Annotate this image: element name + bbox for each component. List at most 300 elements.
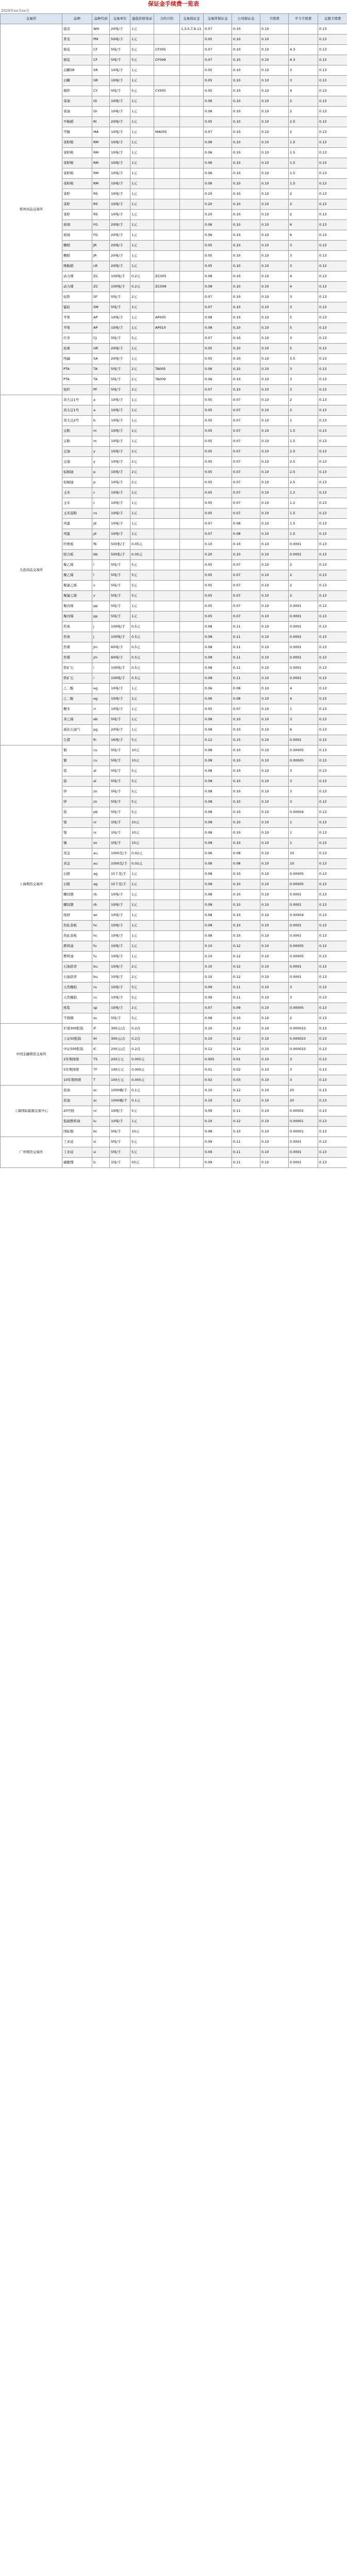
- table-cell: 0.13: [318, 529, 347, 539]
- table-cell: ZC: [92, 282, 110, 292]
- table-cell: [154, 1075, 180, 1086]
- table-cell: [180, 1106, 204, 1116]
- table-cell: 20吨/手: [110, 220, 130, 230]
- table-cell: 0.13: [318, 148, 347, 158]
- table-cell: 0.10: [232, 35, 260, 45]
- table-cell: 10吨/手: [110, 952, 130, 962]
- table-cell: 石油沥青: [62, 972, 92, 982]
- table-cell: 鸡蛋: [62, 529, 92, 539]
- table-cell: p: [92, 478, 110, 488]
- table-cell: 0.13: [318, 447, 347, 457]
- table-cell: 100吨/手: [110, 663, 130, 673]
- table-cell: 0.13: [318, 457, 347, 467]
- table-cell: c: [92, 488, 110, 498]
- table-cell: 0.10: [260, 787, 289, 797]
- table-cell: 苹果: [62, 323, 92, 333]
- table-cell: [180, 117, 204, 127]
- table-cell: 0.2元: [130, 272, 154, 282]
- table-cell: 0.00005: [289, 1003, 318, 1013]
- table-cell: 1元: [130, 529, 154, 539]
- table-cell: 10元: [130, 818, 154, 828]
- table-cell: 1元: [130, 107, 154, 117]
- table-cell: [180, 941, 204, 952]
- table-cell: 0.10: [232, 766, 260, 776]
- table-cell: 60吨/手: [110, 642, 130, 653]
- table-cell: v: [92, 591, 110, 601]
- table-cell: 10吨/手: [110, 76, 130, 86]
- table-cell: 0.10: [232, 76, 260, 86]
- table-cell: [154, 890, 180, 900]
- table-cell: 1.5: [289, 426, 318, 436]
- table-cell: 5元: [130, 1106, 154, 1116]
- table-cell: 铝: [62, 766, 92, 776]
- table-cell: [154, 168, 180, 179]
- table-cell: 0.10: [232, 107, 260, 117]
- table-cell: [154, 354, 180, 364]
- table-cell: [154, 292, 180, 302]
- table-cell: 10吨/手: [110, 323, 130, 333]
- table-cell: 3: [289, 993, 318, 1003]
- table-cell: 1元: [130, 199, 154, 210]
- table-cell: 0.10: [232, 818, 260, 828]
- table-cell: 1元: [130, 354, 154, 364]
- table-cell: [180, 859, 204, 869]
- table-cell: 0.10: [260, 797, 289, 807]
- table-cell: 5: [289, 344, 318, 354]
- table-cell: [180, 601, 204, 612]
- table-cell: [180, 498, 204, 509]
- table-cell: 0.12: [232, 941, 260, 952]
- table-cell: [180, 972, 204, 982]
- table-cell: 0.08: [204, 828, 232, 838]
- table-cell: 5元: [130, 86, 154, 96]
- table-cell: 0.08: [204, 323, 232, 333]
- table-cell: 1元: [130, 941, 154, 952]
- table-cell: 0.10: [232, 148, 260, 158]
- table-cell: 0.13: [318, 941, 347, 952]
- table-cell: [154, 622, 180, 632]
- table-cell: 0.10: [260, 539, 289, 550]
- table-cell: 2: [289, 189, 318, 199]
- table-cell: 0.05: [204, 426, 232, 436]
- table-cell: 0.10: [232, 828, 260, 838]
- table-cell: RM: [92, 148, 110, 158]
- table-cell: 5吨/手: [110, 375, 130, 385]
- table-cell: 0.10: [232, 292, 260, 302]
- table-cell: [180, 653, 204, 663]
- table-cell: 100万元: [110, 1075, 130, 1086]
- table-cell: [180, 395, 204, 405]
- table-cell: 0.10: [232, 323, 260, 333]
- table-cell: 0.13: [318, 601, 347, 612]
- table-cell: 0.13: [318, 539, 347, 550]
- table-cell: 0.10: [260, 76, 289, 86]
- table-cell: 红枣: [62, 333, 92, 344]
- table-cell: 普麦: [62, 35, 92, 45]
- table-cell: 0.11: [232, 673, 260, 684]
- table-cell: 0.10: [232, 787, 260, 797]
- table-cell: 0.13: [318, 509, 347, 519]
- table-cell: 1000桶/手: [110, 1096, 130, 1106]
- table-cell: MA: [92, 127, 110, 138]
- table-cell: [154, 76, 180, 86]
- table-cell: y: [92, 457, 110, 467]
- table-cell: 2元: [130, 292, 154, 302]
- table-cell: 0.11: [232, 642, 260, 653]
- table-cell: [180, 220, 204, 230]
- table-cell: 0.13: [318, 138, 347, 148]
- table-cell: 0.07: [232, 488, 260, 498]
- table-cell: pg: [92, 725, 110, 735]
- table-cell: 15千克/手: [110, 869, 130, 879]
- table-cell: [180, 725, 204, 735]
- table-cell: 3: [289, 787, 318, 797]
- table-cell: 0.08: [204, 725, 232, 735]
- table-cell: 1元: [130, 313, 154, 323]
- table-cell: [180, 313, 204, 323]
- table-cell: 0.11: [232, 982, 260, 993]
- table-cell: 10吨/手: [110, 405, 130, 416]
- table-cell: 镍: [62, 818, 92, 828]
- table-cell: 0.10: [260, 921, 289, 931]
- column-header: 品种: [62, 14, 92, 24]
- table-cell: 3: [289, 715, 318, 725]
- table-cell: 0.13: [318, 333, 347, 344]
- table-cell: 4.3: [289, 45, 318, 55]
- table-cell: nr: [92, 1106, 110, 1116]
- table-cell: [180, 921, 204, 931]
- table-cell: 0.10: [232, 272, 260, 282]
- table-cell: 0.02: [204, 1075, 232, 1086]
- table-cell: si: [92, 1137, 110, 1147]
- table-cell: 胶合板: [62, 550, 92, 560]
- table-cell: 10吨/手: [110, 189, 130, 199]
- table-cell: 5吨/手: [110, 797, 130, 807]
- table-cell: 1.5: [289, 179, 318, 189]
- table-cell: 20吨/手: [110, 24, 130, 35]
- table-cell: 0.13: [318, 385, 347, 395]
- table-cell: 0.13: [318, 653, 347, 663]
- table-cell: [180, 138, 204, 148]
- table-cell: 5吨/手: [110, 766, 130, 776]
- table-cell: [180, 704, 204, 715]
- table-cell: [154, 35, 180, 45]
- table-cell: 2元: [130, 1003, 154, 1013]
- table-cell: 0.13: [318, 807, 347, 818]
- table-cell: [154, 333, 180, 344]
- table-cell: 0.07: [232, 498, 260, 509]
- table-cell: 0.07: [232, 416, 260, 426]
- table-cell: 1元: [130, 684, 154, 694]
- table-cell: 0.05元: [130, 539, 154, 550]
- table-cell: 0.07: [232, 612, 260, 622]
- table-cell: 0.05: [204, 560, 232, 570]
- table-cell: 1元: [130, 1116, 154, 1127]
- table-cell: 豆油: [62, 447, 92, 457]
- table-cell: [154, 138, 180, 148]
- table-cell: 0.08: [232, 519, 260, 529]
- table-cell: 0.11: [232, 993, 260, 1003]
- table-cell: 0.13: [318, 745, 347, 756]
- table-row: [1, 745, 347, 756]
- table-cell: 1元: [130, 138, 154, 148]
- table-cell: 棕榈油: [62, 467, 92, 478]
- table-cell: [154, 1096, 180, 1106]
- table-cell: 0.10: [260, 436, 289, 447]
- table-cell: 0.10: [260, 313, 289, 323]
- table-cell: 0.13: [318, 694, 347, 704]
- table-cell: 0.07: [204, 45, 232, 55]
- table-cell: 4: [289, 694, 318, 704]
- table-cell: 粳稻: [62, 241, 92, 251]
- table-cell: bu: [92, 972, 110, 982]
- table-cell: 0.06: [204, 96, 232, 107]
- table-cell: 5元: [130, 1137, 154, 1147]
- table-cell: 0.10: [232, 333, 260, 344]
- table-cell: 0.13: [318, 1013, 347, 1024]
- table-cell: 0.10: [260, 117, 289, 127]
- table-cell: 1元: [130, 910, 154, 921]
- table-cell: 聚丙烯: [62, 612, 92, 622]
- table-cell: MA005: [154, 127, 180, 138]
- table-cell: 0.0001: [289, 900, 318, 910]
- table-cell: ss: [92, 1013, 110, 1024]
- table-cell: [180, 45, 204, 55]
- table-cell: 0.10: [232, 302, 260, 313]
- table-cell: [180, 251, 204, 261]
- table-cell: SA: [92, 354, 110, 364]
- table-cell: 螺纹钢: [62, 900, 92, 910]
- table-cell: 5年期国债: [62, 1065, 92, 1075]
- table-cell: 2: [289, 210, 318, 220]
- table-cell: 0.05: [204, 601, 232, 612]
- table-cell: 0.10: [260, 859, 289, 869]
- table-cell: 0.10: [260, 405, 289, 416]
- table-cell: 200元/点: [110, 1044, 130, 1055]
- table-cell: 0.13: [318, 426, 347, 436]
- table-cell: 0.10: [232, 127, 260, 138]
- table-cell: 0.13: [318, 344, 347, 354]
- table-cell: 0.08: [204, 766, 232, 776]
- table-cell: 0.05: [204, 354, 232, 364]
- table-cell: 0.10: [232, 220, 260, 230]
- table-cell: [154, 416, 180, 426]
- table-cell: 2元: [130, 375, 154, 385]
- table-cell: 0.10: [260, 158, 289, 168]
- table-cell: 0.08: [204, 282, 232, 292]
- table-cell: 0.15: [232, 735, 260, 745]
- table-cell: 0.13: [318, 663, 347, 673]
- table-cell: 5吨/手: [110, 86, 130, 96]
- table-cell: PF: [92, 385, 110, 395]
- table-cell: [154, 189, 180, 199]
- table-cell: 5吨/手: [110, 612, 130, 622]
- table-cell: CF005: [154, 45, 180, 55]
- table-cell: 500张/手: [110, 539, 130, 550]
- table-cell: 棉花: [62, 45, 92, 55]
- table-cell: [154, 1055, 180, 1065]
- table-cell: 0.10: [260, 828, 289, 838]
- table-cell: p: [92, 467, 110, 478]
- table-cell: 0.10: [260, 879, 289, 890]
- table-cell: 0.10: [260, 364, 289, 375]
- table-cell: 热轧卷板: [62, 931, 92, 941]
- table-cell: 100吨/手: [110, 272, 130, 282]
- table-cell: 0.10: [260, 1024, 289, 1034]
- table-cell: 0.10: [232, 725, 260, 735]
- table-cell: [154, 302, 180, 313]
- table-cell: 0.08: [204, 797, 232, 807]
- column-header: 交易所保证金: [204, 14, 232, 24]
- table-cell: 1元: [130, 189, 154, 199]
- table-cell: 0.08: [204, 776, 232, 787]
- table-cell: jd: [92, 529, 110, 539]
- table-cell: 0.10: [232, 45, 260, 55]
- table-cell: 0.12: [232, 1096, 260, 1106]
- table-cell: lh: [92, 735, 110, 745]
- table-cell: LR: [92, 261, 110, 272]
- column-header: 品种代码: [92, 14, 110, 24]
- table-cell: 10吨/手: [110, 900, 130, 910]
- table-cell: [154, 457, 180, 467]
- table-cell: 0.13: [318, 96, 347, 107]
- table-cell: 0.00004: [289, 807, 318, 818]
- table-cell: 0.10: [260, 96, 289, 107]
- table-cell: 0.0001: [289, 663, 318, 673]
- table-cell: 0.07: [232, 560, 260, 570]
- table-cell: 1元: [130, 210, 154, 220]
- table-cell: [180, 1013, 204, 1024]
- table-cell: 0.13: [318, 797, 347, 807]
- table-cell: [154, 601, 180, 612]
- table-cell: 3: [289, 302, 318, 313]
- table-cell: 1元: [130, 879, 154, 890]
- table-cell: 5元: [130, 787, 154, 797]
- table-cell: 0.10: [260, 735, 289, 745]
- table-cell: y: [92, 447, 110, 457]
- table-cell: 0.13: [318, 55, 347, 65]
- table-cell: 0.13: [318, 859, 347, 869]
- table-cell: 0.05: [204, 488, 232, 498]
- table-cell: OI: [92, 107, 110, 117]
- column-header: 平今手续费: [289, 14, 318, 24]
- table-cell: 0.13: [318, 65, 347, 76]
- table-cell: fb: [92, 539, 110, 550]
- table-cell: 0.13: [318, 612, 347, 622]
- table-cell: [180, 684, 204, 694]
- table-cell: RS: [92, 189, 110, 199]
- table-cell: UR: [92, 344, 110, 354]
- table-cell: [180, 591, 204, 601]
- table-cell: 0.10: [260, 694, 289, 704]
- table-cell: 0.10: [260, 725, 289, 735]
- table-cell: 0.0001: [289, 601, 318, 612]
- table-cell: 0.10: [260, 982, 289, 993]
- table-cell: 沪深300股指: [62, 1024, 92, 1034]
- table-cell: 0.08: [204, 1013, 232, 1024]
- table-cell: 10吨/手: [110, 509, 130, 519]
- table-cell: 0.13: [318, 550, 347, 560]
- table-cell: [154, 756, 180, 766]
- table-cell: 0.07: [232, 457, 260, 467]
- table-cell: 3: [289, 982, 318, 993]
- table-cell: 0.05: [204, 612, 232, 622]
- table-cell: 菜籽: [62, 189, 92, 199]
- table-cell: [180, 282, 204, 292]
- table-cell: [154, 982, 180, 993]
- table-cell: 2元: [130, 962, 154, 972]
- table-cell: 5元: [130, 1147, 154, 1158]
- table-cell: 0.10: [260, 241, 289, 251]
- table-cell: 0.10: [204, 952, 232, 962]
- table-cell: 20: [289, 1086, 318, 1096]
- table-cell: [154, 395, 180, 405]
- table-cell: 菜籽粕: [62, 168, 92, 179]
- table-cell: 0.13: [318, 704, 347, 715]
- table-cell: 0.07: [204, 333, 232, 344]
- table-cell: 苯乙烯: [62, 715, 92, 725]
- table-cell: 0.13: [318, 1096, 347, 1106]
- table-cell: [154, 1003, 180, 1013]
- table-cell: 10吨/手: [110, 447, 130, 457]
- table-cell: 0.10: [232, 797, 260, 807]
- table-cell: 0.10: [260, 282, 289, 292]
- table-cell: 0.08: [204, 272, 232, 282]
- table-cell: 0.13: [318, 1116, 347, 1127]
- table-cell: 0.005元: [130, 1055, 154, 1065]
- table-cell: 0.13: [318, 86, 347, 96]
- table-cell: 0.13: [318, 199, 347, 210]
- table-cell: 0.08: [204, 807, 232, 818]
- table-cell: 10吨/手: [110, 457, 130, 467]
- table-cell: 0.11: [232, 632, 260, 642]
- table-cell: [154, 797, 180, 807]
- table-cell: [180, 1034, 204, 1044]
- table-cell: 0.10: [260, 333, 289, 344]
- table-cell: 10吨/手: [110, 910, 130, 921]
- table-cell: 鸡蛋: [62, 519, 92, 529]
- table-cell: 0.05: [204, 570, 232, 581]
- table-cell: 1: [289, 828, 318, 838]
- table-cell: [154, 725, 180, 735]
- table-cell: 0.11: [232, 663, 260, 673]
- table-cell: 20吨/手: [110, 725, 130, 735]
- table-cell: 锰硅: [62, 302, 92, 313]
- table-cell: 5吨/手: [110, 1147, 130, 1158]
- table-cell: 0.10: [260, 65, 289, 76]
- table-cell: 1元: [130, 117, 154, 127]
- table-cell: 0.20: [204, 210, 232, 220]
- table-cell: 0.11: [232, 1147, 260, 1158]
- table-cell: 0.02元: [130, 849, 154, 859]
- table-cell: 15千克/手: [110, 879, 130, 890]
- table-cell: 0.12: [232, 952, 260, 962]
- table-cell: 0.06: [204, 179, 232, 189]
- table-cell: 0.00001: [289, 1127, 318, 1137]
- table-cell: [154, 498, 180, 509]
- table-cell: [180, 35, 204, 45]
- table-cell: 10吨/手: [110, 179, 130, 189]
- table-cell: 0.10: [232, 364, 260, 375]
- table-cell: 0.10: [232, 282, 260, 292]
- table-cell: 0.05: [204, 416, 232, 426]
- table-cell: [180, 107, 204, 117]
- table-cell: PTA: [62, 364, 92, 375]
- table-cell: 1元: [130, 509, 154, 519]
- table-cell: [154, 807, 180, 818]
- table-cell: 0.12: [232, 1086, 260, 1096]
- table-cell: 1元: [130, 96, 154, 107]
